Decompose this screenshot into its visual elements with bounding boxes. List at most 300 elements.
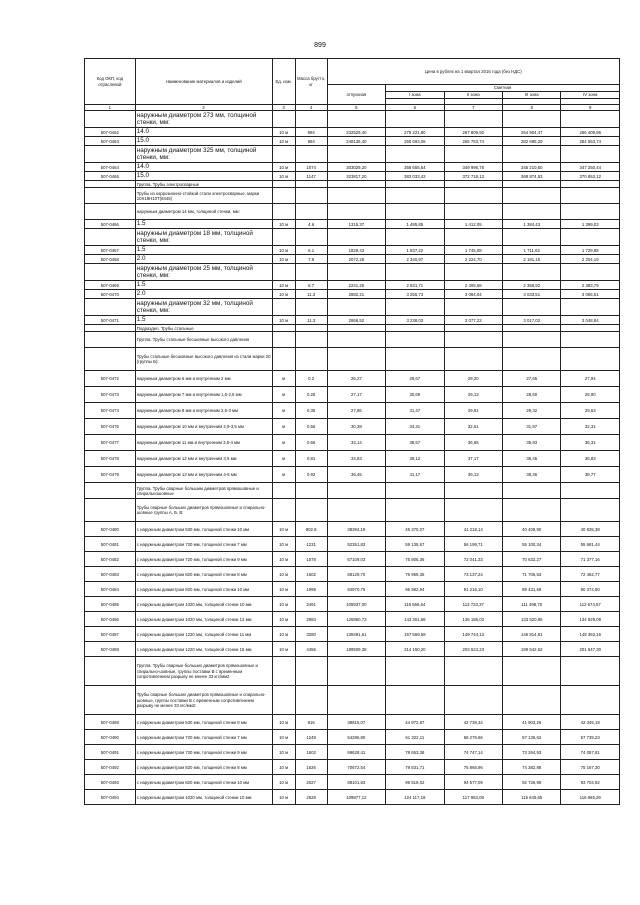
zone-3-price-cell: 368 874,53: [503, 172, 561, 181]
unit-cell: 10 м: [272, 537, 295, 552]
column-number: 3: [272, 105, 295, 111]
code-cell: [85, 146, 136, 163]
table-row: [85, 172, 620, 181]
mass-cell: 902.8: [295, 522, 327, 537]
empty-cell: [503, 332, 561, 348]
section-heading: Трубы стальные бесшовные высокого давления из стали марки 20 (группы Б):: [135, 348, 272, 371]
empty-cell: [444, 499, 502, 522]
table-row: [85, 435, 620, 451]
zone-1-price-cell: 44 972,87: [386, 715, 444, 730]
code-cell: 507-0494: [85, 790, 136, 805]
name-cell: с наружным диаметром 1220 мм, толщиной стенки 15 мм: [135, 642, 272, 657]
code-cell: [85, 686, 136, 715]
table-row: [85, 597, 620, 612]
zone-2-price-cell: 91 216,10: [444, 582, 502, 597]
zone-1-price-cell: 3 255,73: [386, 290, 444, 299]
empty-cell: [503, 657, 561, 686]
empty-cell: [272, 483, 295, 499]
zone-4-price-cell: 27,94: [561, 371, 620, 387]
release-price-cell: 27,86: [327, 403, 385, 419]
unit-cell: 10 м: [272, 128, 295, 137]
empty-cell: [295, 657, 327, 686]
empty-cell: [327, 686, 385, 715]
unit-cell: 10 м: [272, 567, 295, 582]
empty-cell: [272, 686, 295, 715]
code-cell: 507-0488: [85, 642, 136, 657]
code-cell: 507-0490: [85, 730, 136, 745]
zone-4-price-cell: 42 345,19: [561, 715, 620, 730]
zone-4-price-cell: 3 048,84: [561, 316, 620, 325]
mass-cell: 1231: [295, 537, 327, 552]
column-number: 1: [85, 105, 136, 111]
empty-cell: [503, 204, 561, 220]
empty-cell: [295, 499, 327, 522]
empty-cell: [503, 325, 561, 332]
empty-cell: [561, 146, 620, 163]
empty-cell: [386, 348, 444, 371]
empty-cell: [386, 264, 444, 281]
empty-cell: [503, 181, 561, 188]
code-cell: 507-0474: [85, 403, 136, 419]
name-cell: 14.0: [135, 163, 272, 172]
section-heading: Подраздел. Трубы стальные: [135, 325, 272, 332]
code-cell: [85, 325, 136, 332]
unit-cell: м: [272, 387, 295, 403]
zone-2-price-cell: 117 953,08: [444, 790, 502, 805]
table-row: [85, 220, 620, 229]
zone-1-price-cell: 61 322,11: [386, 730, 444, 745]
column-number: 7: [444, 105, 502, 111]
empty-cell: [295, 229, 327, 246]
name-cell: с наружным диаметром 820 мм, толщиной стенки 8 мм: [135, 567, 272, 582]
zone-3-price-cell: 264 904,47: [503, 128, 561, 137]
column-number: 6: [386, 105, 444, 111]
release-price-cell: 67109,03: [327, 552, 385, 567]
zone-1-price-cell: 383 033,42: [386, 172, 444, 181]
zone-2-price-cell: 149 744,13: [444, 627, 502, 642]
section-row: [85, 188, 620, 204]
empty-cell: [272, 299, 295, 316]
zone-4-price-cell: 40 835,38: [561, 522, 620, 537]
zone-1-price-cell: 59 135,67: [386, 537, 444, 552]
unit-cell: 10 м: [272, 281, 295, 290]
zone-4-price-cell: 3 065,51: [561, 290, 620, 299]
section-heading: наружным диаметром 325 мм, толщиной стенки, мм:: [135, 146, 272, 163]
empty-cell: [327, 204, 385, 220]
empty-cell: [444, 188, 502, 204]
empty-cell: [295, 332, 327, 348]
mass-cell: 1249: [295, 730, 327, 745]
name-cell: с наружным диаметром 720 мм, толщиной стенки 7 мм: [135, 730, 272, 745]
mass-cell: 6.1: [295, 246, 327, 255]
name-cell: с наружным диаметром 820 мм, толщиной стенки 10 мм: [135, 775, 272, 790]
column-number: 8: [503, 105, 561, 111]
mass-cell: 3280: [295, 627, 327, 642]
empty-cell: [295, 348, 327, 371]
empty-cell: [327, 299, 385, 316]
empty-cell: [444, 264, 502, 281]
section-row: [85, 348, 620, 371]
code-cell: 507-0478: [85, 451, 136, 467]
zone-1-price-cell: 29,67: [386, 371, 444, 387]
empty-cell: [503, 229, 561, 246]
name-cell: с наружным диаметром 720 мм, толщиной стенки 9 мм: [135, 552, 272, 567]
empty-cell: [272, 348, 295, 371]
zone-1-price-cell: 30,69: [386, 387, 444, 403]
zone-3-price-cell: 3 033,51: [503, 290, 561, 299]
zone-3-price-cell: 199 542,62: [503, 642, 561, 657]
zone-3-price-cell: 40 409,90: [503, 522, 561, 537]
empty-cell: [386, 204, 444, 220]
zone-4-price-cell: 148 363,16: [561, 627, 620, 642]
release-price-cell: 68129,70: [327, 567, 385, 582]
empty-cell: [295, 146, 327, 163]
zone-4-price-cell: 38,77: [561, 467, 620, 483]
header-unit: Ед. изм.: [272, 59, 295, 105]
unit-cell: 10 м: [272, 137, 295, 146]
empty-cell: [386, 325, 444, 332]
mass-cell: 2983: [295, 612, 327, 627]
empty-cell: [327, 332, 385, 348]
release-price-cell: 34,14: [327, 435, 385, 451]
empty-cell: [386, 483, 444, 499]
unit-cell: 10 м: [272, 790, 295, 805]
zone-1-price-cell: 38,57: [386, 435, 444, 451]
empty-cell: [295, 483, 327, 499]
zone-4-price-cell: 29,63: [561, 403, 620, 419]
empty-cell: [327, 657, 385, 686]
zone-4-price-cell: 134 929,09: [561, 612, 620, 627]
name-cell: 2.0: [135, 255, 272, 264]
header-price-title: Цена в рублях на 1 квартал 2016 года (без НДС): [327, 59, 619, 85]
name-cell: с наружным диаметром 530 мм, толщиной стенки 8 мм: [135, 715, 272, 730]
zone-2-price-cell: 265 753,74: [444, 137, 502, 146]
code-cell: 507-0464: [85, 163, 136, 172]
code-cell: 507-0470: [85, 290, 136, 299]
empty-cell: [386, 657, 444, 686]
name-cell: 1.5: [135, 246, 272, 255]
header-mass: Масса брутто, кг: [295, 59, 327, 105]
empty-cell: [327, 483, 385, 499]
name-cell: 1.5: [135, 220, 272, 229]
mass-cell: 2491: [295, 597, 327, 612]
zone-4-price-cell: 2 204,19: [561, 255, 620, 264]
empty-cell: [327, 146, 385, 163]
unit-cell: 10 м: [272, 582, 295, 597]
zone-4-price-cell: 36,83: [561, 451, 620, 467]
zone-2-price-cell: 203 524,23: [444, 642, 502, 657]
unit-cell: м: [272, 419, 295, 435]
release-price-cell: 1829,43: [327, 246, 385, 255]
name-cell: наружным диаметром 6 мм и внутренним 2 мм: [135, 371, 272, 387]
zone-4-price-cell: 347 250,44: [561, 163, 620, 172]
mass-cell: 11.3: [295, 290, 327, 299]
zone-2-price-cell: 1 412,05: [444, 220, 502, 229]
code-cell: [85, 299, 136, 316]
code-cell: 507-0489: [85, 715, 136, 730]
empty-cell: [503, 686, 561, 715]
zone-2-price-cell: 74 747,14: [444, 745, 502, 760]
code-cell: 507-0476: [85, 419, 136, 435]
empty-cell: [561, 188, 620, 204]
mass-cell: 0.56: [295, 419, 327, 435]
empty-cell: [386, 146, 444, 163]
release-price-cell: 2866,52: [327, 316, 385, 325]
unit-cell: 10 м: [272, 220, 295, 229]
release-price-cell: 34,83: [327, 451, 385, 467]
table-row: [85, 552, 620, 567]
section-heading: Группа. Трубы электросварные: [135, 181, 272, 188]
mass-cell: 4456: [295, 642, 327, 657]
unit-cell: 10 м: [272, 255, 295, 264]
name-cell: 2.0: [135, 290, 272, 299]
zone-2-price-cell: 2 405,66: [444, 281, 502, 290]
mass-cell: 1578: [295, 552, 327, 567]
release-price-cell: 38394,19: [327, 522, 385, 537]
empty-cell: [503, 146, 561, 163]
table-row: [85, 451, 620, 467]
code-cell: [85, 348, 136, 371]
empty-cell: [444, 348, 502, 371]
code-cell: 507-0469: [85, 281, 136, 290]
name-cell: наружным диаметром 11 мм и внутренним 3,5-4 мм: [135, 435, 272, 451]
zone-1-price-cell: 39,12: [386, 451, 444, 467]
zone-1-price-cell: 31,47: [386, 403, 444, 419]
release-price-cell: 2072,28: [327, 255, 385, 264]
empty-cell: [327, 111, 385, 128]
name-cell: с наружным диаметром 720 мм, толщиной стенки 9 мм: [135, 745, 272, 760]
zone-1-price-cell: 78 653,38: [386, 745, 444, 760]
section-heading: Трубы сварные больших диаметров прямошовные и спирально-шовные, группы поставки В с временным сопротивлением разрыву не менее 33 кгс/мм2:: [135, 686, 272, 715]
release-price-cell: 189509,38: [327, 642, 385, 657]
code-cell: 507-0465: [85, 172, 136, 181]
unit-cell: м: [272, 467, 295, 483]
empty-cell: [444, 686, 502, 715]
name-cell: 15.0: [135, 137, 272, 146]
unit-cell: 10 м: [272, 612, 295, 627]
unit-cell: м: [272, 451, 295, 467]
unit-cell: 10 м: [272, 522, 295, 537]
release-price-cell: 52351,83: [327, 537, 385, 552]
zone-2-price-cell: 75 866,96: [444, 760, 502, 775]
zone-3-price-cell: 27,65: [503, 371, 561, 387]
zone-3-price-cell: 73 284,93: [503, 745, 561, 760]
zone-4-price-cell: 57 739,23: [561, 730, 620, 745]
zone-3-price-cell: 29,32: [503, 403, 561, 419]
mass-cell: 0.81: [295, 451, 327, 467]
mass-cell: 1602: [295, 745, 327, 760]
empty-cell: [295, 188, 327, 204]
zone-2-price-cell: 113 723,37: [444, 597, 502, 612]
empty-cell: [503, 111, 561, 128]
unit-cell: 10 м: [272, 775, 295, 790]
zone-4-price-cell: 93 704,92: [561, 775, 620, 790]
code-cell: 507-0472: [85, 371, 136, 387]
table-row: [85, 642, 620, 657]
release-price-cell: 54286,80: [327, 730, 385, 745]
table-row: [85, 715, 620, 730]
table-row: [85, 467, 620, 483]
mass-cell: 1147: [295, 172, 327, 181]
name-cell: 14.0: [135, 128, 272, 137]
code-cell: 507-0483: [85, 567, 136, 582]
release-price-cell: 38815,07: [327, 715, 385, 730]
zone-4-price-cell: 55 681,44: [561, 537, 620, 552]
section-row: [85, 499, 620, 522]
zone-1-price-cell: 214 150,20: [386, 642, 444, 657]
empty-cell: [272, 188, 295, 204]
name-cell: с наружным диаметром 820 мм, толщиной стенки 8 мм: [135, 760, 272, 775]
empty-cell: [295, 204, 327, 220]
section-heading: Группа. Трубы сварные больших диаметров прямошовные и спирально-шовные, группы поставки В с временным сопротивлением разрыву не менее 33 кгс/мм2: [135, 657, 272, 686]
table-row: [85, 612, 620, 627]
section-row: [85, 204, 620, 220]
empty-cell: [561, 483, 620, 499]
empty-cell: [295, 111, 327, 128]
section-row: [85, 146, 620, 163]
table-row: [85, 371, 620, 387]
table-row: [85, 582, 620, 597]
mass-cell: 2027: [295, 775, 327, 790]
table-row: [85, 567, 620, 582]
zone-4-price-cell: 112 674,57: [561, 597, 620, 612]
table-row: [85, 255, 620, 264]
empty-cell: [386, 332, 444, 348]
zone-4-price-cell: 266 409,86: [561, 128, 620, 137]
empty-cell: [444, 332, 502, 348]
zone-4-price-cell: 74 057,81: [561, 745, 620, 760]
zone-1-price-cell: 143 301,68: [386, 612, 444, 627]
zone-2-price-cell: 39,13: [444, 467, 502, 483]
name-cell: наружным диаметром 13 мм и внутренним 4-5 мм: [135, 467, 272, 483]
code-cell: [85, 204, 136, 220]
mass-cell: 1602: [295, 567, 327, 582]
zone-2-price-cell: 28,20: [444, 371, 502, 387]
table-row: [85, 246, 620, 255]
zone-3-price-cell: 2 358,92: [503, 281, 561, 290]
empty-cell: [295, 264, 327, 281]
code-cell: [85, 657, 136, 686]
code-cell: 507-0466: [85, 220, 136, 229]
release-price-cell: 30,38: [327, 419, 385, 435]
zone-2-price-cell: 3 094,04: [444, 290, 502, 299]
name-cell: 1.5: [135, 281, 272, 290]
empty-cell: [386, 188, 444, 204]
code-cell: 507-0491: [85, 745, 136, 760]
column-number: 5: [327, 105, 385, 111]
section-heading: наружным диаметром 25 мм, толщиной стенки, мм:: [135, 264, 272, 281]
mass-cell: 0.28: [295, 387, 327, 403]
code-cell: 507-0462: [85, 128, 136, 137]
name-cell: 15.0: [135, 172, 272, 181]
zone-3-price-cell: 146 814,81: [503, 627, 561, 642]
zone-4-price-cell: 201 647,30: [561, 642, 620, 657]
name-cell: с наружным диаметром 820 мм, толщиной стенки 10 мм: [135, 582, 272, 597]
code-cell: [85, 111, 136, 128]
table-body: [85, 111, 620, 805]
code-cell: 507-0486: [85, 612, 136, 627]
unit-cell: м: [272, 371, 295, 387]
code-cell: [85, 188, 136, 204]
empty-cell: [272, 332, 295, 348]
header-zone-3: III зона: [503, 92, 561, 99]
mass-cell: 1999: [295, 582, 327, 597]
empty-cell: [327, 188, 385, 204]
zone-1-price-cell: 275 221,80: [386, 128, 444, 137]
unit-cell: 10 м: [272, 290, 295, 299]
empty-cell: [272, 204, 295, 220]
zone-4-price-cell: 2 383,79: [561, 281, 620, 290]
name-cell: с наружным диаметром 1020 мм, толщиной стенки 10 мм: [135, 790, 272, 805]
table-row: [85, 316, 620, 325]
empty-cell: [272, 146, 295, 163]
empty-cell: [561, 332, 620, 348]
code-cell: 507-0463: [85, 137, 136, 146]
unit-cell: м: [272, 403, 295, 419]
unit-cell: 10 м: [272, 316, 295, 325]
zone-3-price-cell: 74 382,88: [503, 760, 561, 775]
name-cell: наружным диаметром 12 мм и внутренним 3,5 мм: [135, 451, 272, 467]
empty-cell: [327, 325, 385, 332]
mass-cell: 1074: [295, 163, 327, 172]
release-price-cell: 69628,41: [327, 745, 385, 760]
zone-2-price-cell: 29,91: [444, 403, 502, 419]
empty-cell: [272, 181, 295, 188]
release-price-cell: 70672,54: [327, 760, 385, 775]
empty-cell: [444, 181, 502, 188]
empty-cell: [561, 348, 620, 371]
zone-2-price-cell: 349 996,78: [444, 163, 502, 172]
code-cell: [85, 229, 136, 246]
table-header: [85, 59, 620, 111]
empty-cell: [272, 229, 295, 246]
name-cell: 1.5: [135, 316, 272, 325]
zone-3-price-cell: 3 017,02: [503, 316, 561, 325]
zone-4-price-cell: 72 462,77: [561, 567, 620, 582]
empty-cell: [561, 264, 620, 281]
zone-3-price-cell: 1 711,62: [503, 246, 561, 255]
unit-cell: 10 м: [272, 163, 295, 172]
release-price-cell: 232529,40: [327, 128, 385, 137]
mass-cell: 0.92: [295, 467, 327, 483]
unit-cell: 10 м: [272, 552, 295, 567]
empty-cell: [386, 181, 444, 188]
mass-cell: 7.9: [295, 255, 327, 264]
zone-3-price-cell: 2 181,16: [503, 255, 561, 264]
empty-cell: [327, 499, 385, 522]
zone-2-price-cell: 41 218,14: [444, 522, 502, 537]
column-number: 2: [135, 105, 272, 111]
empty-cell: [386, 229, 444, 246]
release-price-cell: 139491,61: [327, 627, 385, 642]
zone-2-price-cell: 136 185,03: [444, 612, 502, 627]
code-cell: 507-0482: [85, 552, 136, 567]
zone-3-price-cell: 71 706,53: [503, 567, 561, 582]
release-price-cell: 36,45: [327, 467, 385, 483]
empty-cell: [272, 264, 295, 281]
section-heading: Группа. Трубы стальные бесшовные высокого давления: [135, 332, 272, 348]
section-heading: Группа. Трубы сварные большим диаметров прямошовные и спиральношовные: [135, 483, 272, 499]
empty-cell: [444, 146, 502, 163]
unit-cell: 10 м: [272, 715, 295, 730]
zone-1-price-cell: 75 806,36: [386, 552, 444, 567]
empty-cell: [503, 499, 561, 522]
zone-1-price-cell: 260 693,06: [386, 137, 444, 146]
zone-3-price-cell: 31,97: [503, 419, 561, 435]
table-row: [85, 760, 620, 775]
empty-cell: [295, 686, 327, 715]
code-cell: [85, 264, 136, 281]
